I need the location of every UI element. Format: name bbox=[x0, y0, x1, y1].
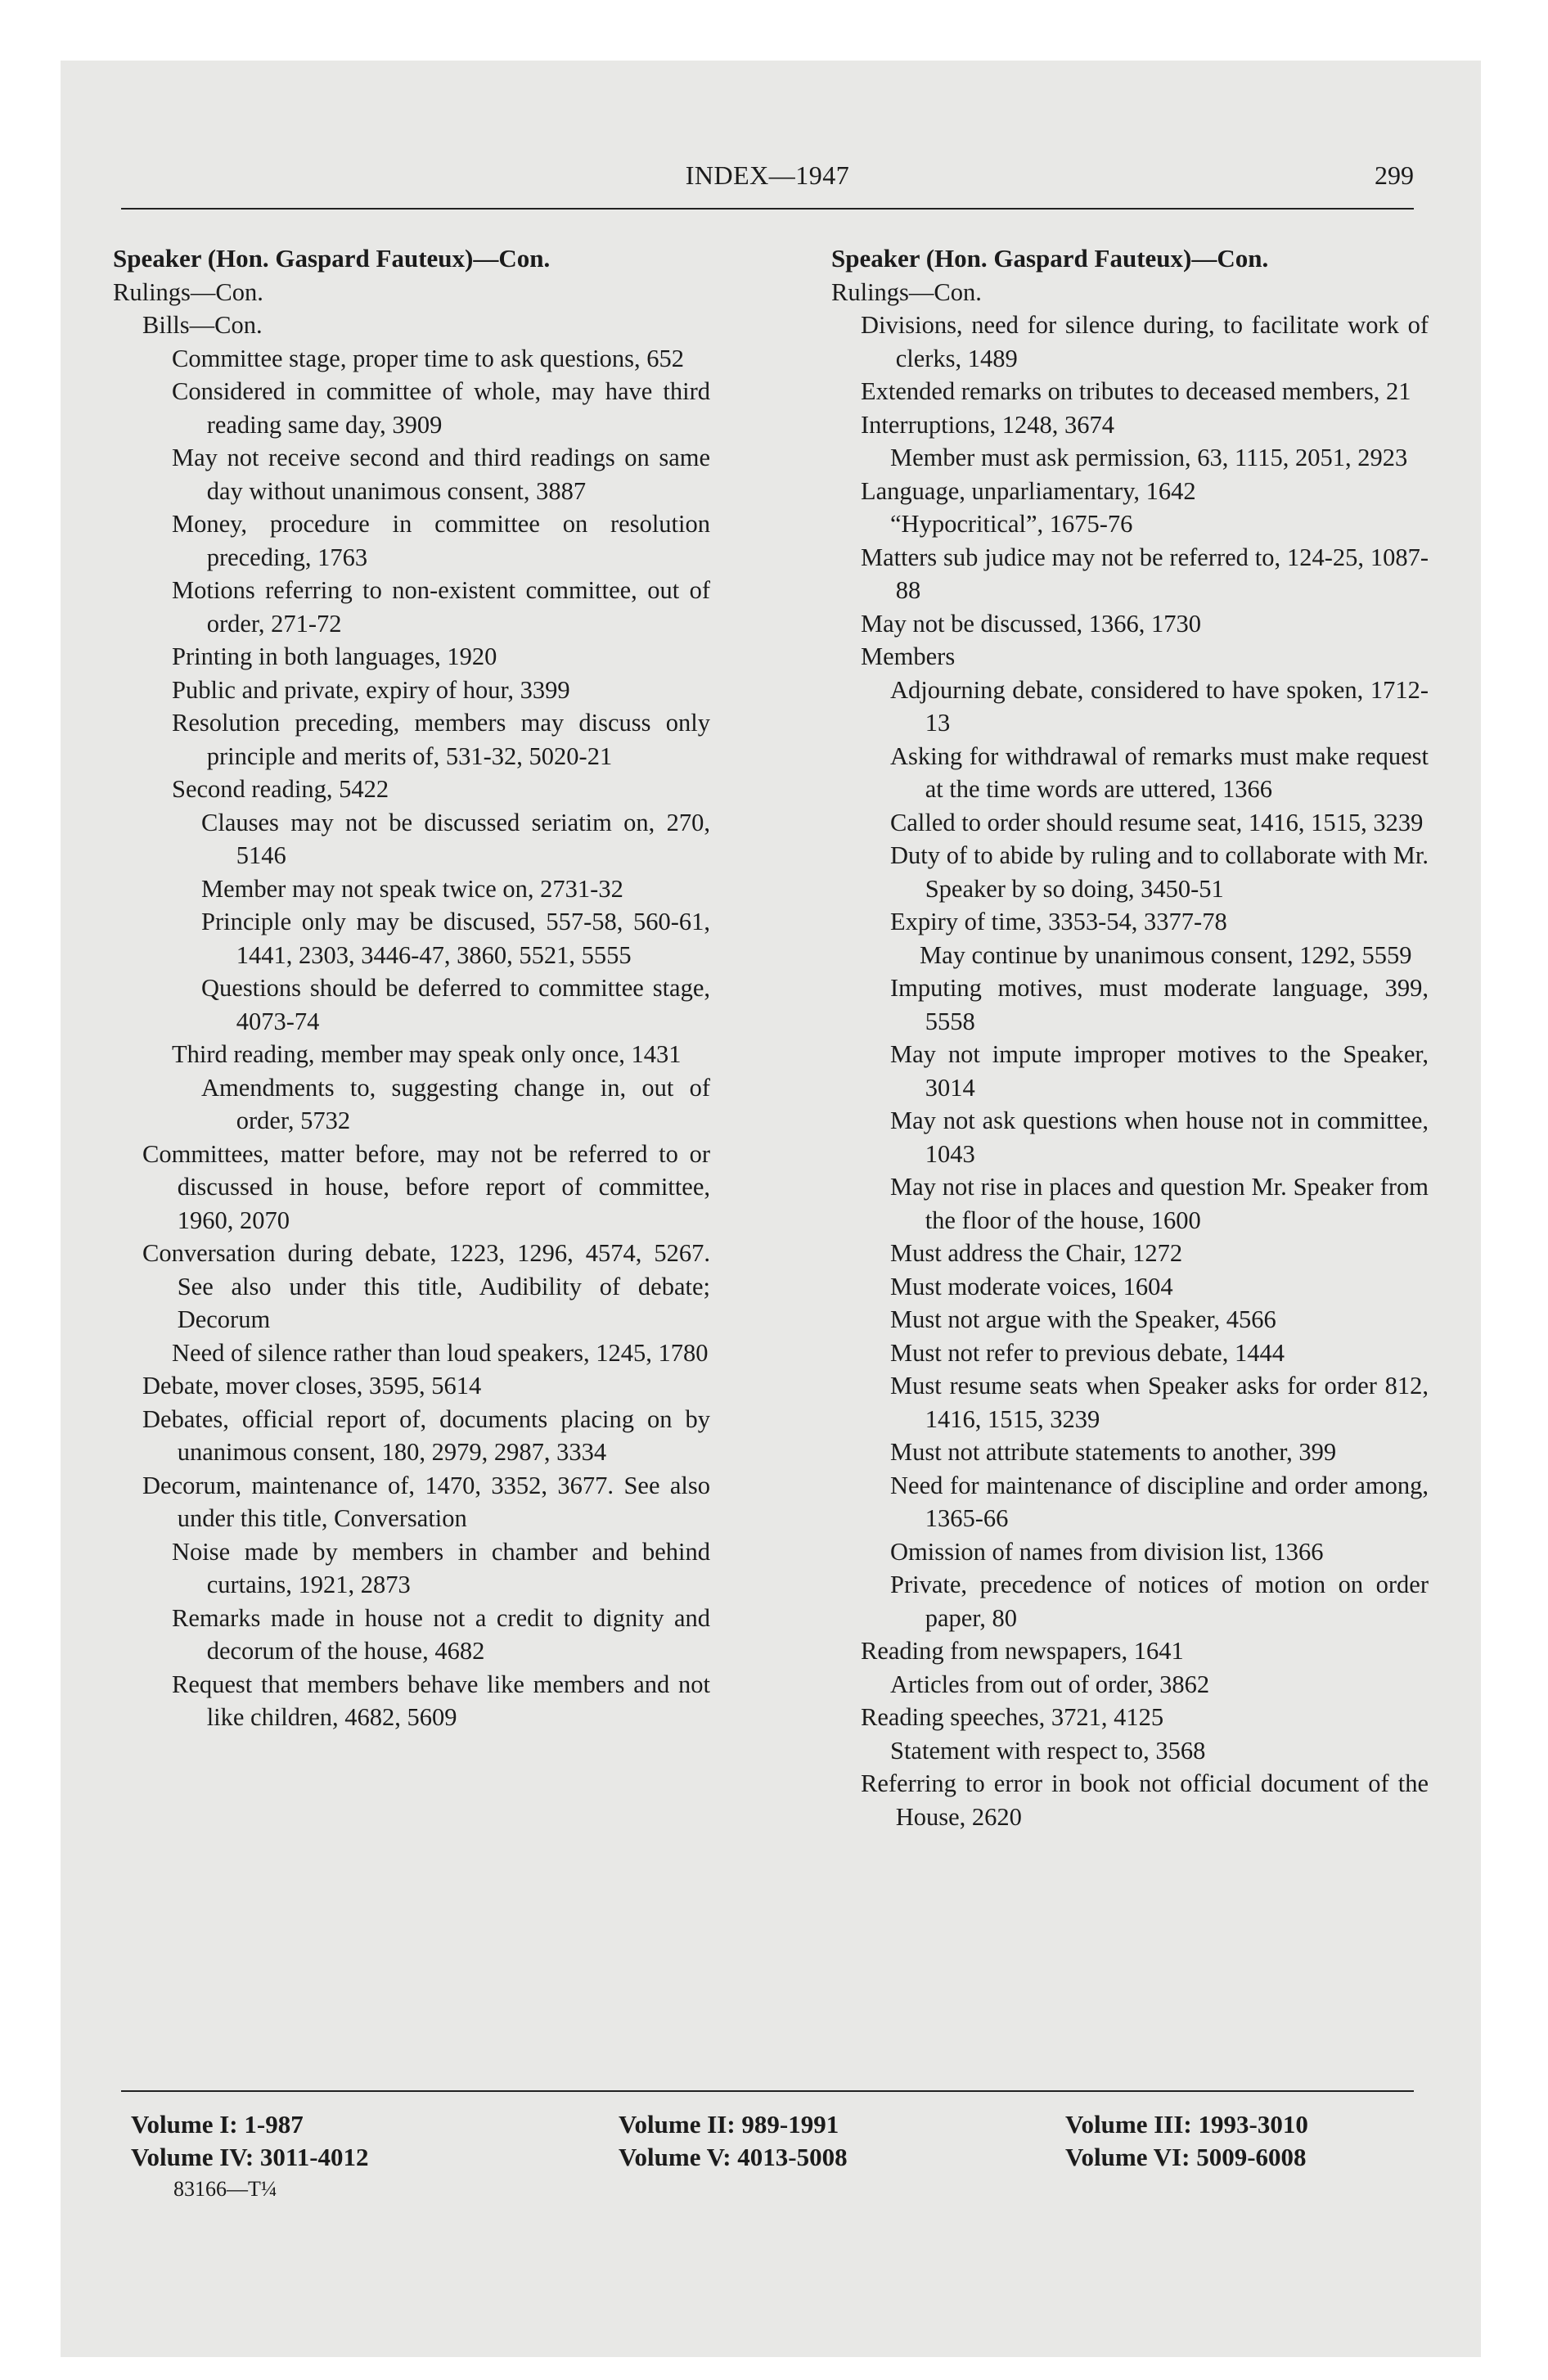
left-column bbox=[113, 242, 710, 1734]
index-entry: Debates, official report of, documents placing on by unanimous consent, 180, 2979, 2987, 3334 bbox=[142, 1404, 710, 1466]
index-entry: Reading from newspapers, 1641 bbox=[861, 1637, 1184, 1665]
volume-range: Volume V: 4013-5008 bbox=[619, 2143, 848, 2171]
index-entry: Statement with respect to, 3568 bbox=[890, 1736, 1206, 1765]
volume-range-group-1 bbox=[131, 2108, 369, 2174]
index-entry: Must not argue with the Speaker, 4566 bbox=[890, 1305, 1276, 1333]
index-entry: Reading speeches, 3721, 4125 bbox=[861, 1703, 1164, 1731]
index-entry: Member may not speak twice on, 2731-32 bbox=[201, 874, 623, 903]
index-entry: Motions referring to non-existent committee, out of order, 271-72 bbox=[172, 576, 710, 638]
footer-rule bbox=[121, 2090, 1414, 2092]
index-entry: Request that members behave like members and not like children, 4682, 5609 bbox=[172, 1670, 710, 1731]
index-entry: Debate, mover closes, 3595, 5614 bbox=[142, 1372, 482, 1400]
right-column bbox=[831, 242, 1429, 1833]
index-entry: Rulings—Con. bbox=[113, 277, 263, 306]
index-entry: Called to order should resume seat, 1416, 1515, 3239 bbox=[890, 808, 1424, 836]
index-entry: Member must ask permission, 63, 1115, 2051, 2923 bbox=[890, 444, 1408, 471]
index-entry: Resolution preceding, members may discuss only principle and merits of, 531-32, 5020-21 bbox=[172, 709, 710, 770]
index-entry: Private, precedence of notices of motion on order paper, 80 bbox=[890, 1571, 1429, 1632]
index-entry: Questions should be deferred to committee stage, 4073-74 bbox=[201, 974, 710, 1035]
index-entry: Asking for withdrawal of remarks must make request at the time words are uttered, 1366 bbox=[890, 741, 1429, 803]
volume-range: Volume IV: 3011-4012 bbox=[131, 2143, 369, 2171]
index-entry: Must address the Chair, 1272 bbox=[890, 1239, 1183, 1267]
index-entry: Committee stage, proper time to ask questions, 652 bbox=[172, 344, 684, 372]
index-entry: Adjourning debate, considered to have spoken, 1712-13 bbox=[890, 675, 1429, 737]
index-entry: Must moderate voices, 1604 bbox=[890, 1272, 1173, 1300]
index-entry: Matters sub judice may not be referred to, 124-25, 1087-88 bbox=[861, 543, 1429, 604]
volume-range-group-2 bbox=[619, 2108, 848, 2174]
index-entry: Money, procedure in committee on resolution preceding, 1763 bbox=[172, 510, 710, 571]
index-entry: Expiry of time, 3353-54, 3377-78 bbox=[890, 908, 1227, 935]
index-entry: Clauses may not be discussed seriatim on, 270, 5146 bbox=[201, 808, 710, 869]
column-heading: Speaker (Hon. Gaspard Fauteux)—Con. bbox=[831, 244, 1269, 273]
index-entry: Must resume seats when Speaker asks for order 812, 1416, 1515, 3239 bbox=[890, 1372, 1429, 1433]
index-entry: Decorum, maintenance of, 1470, 3352, 3677. See also under this title, Conversation bbox=[142, 1471, 710, 1532]
page-header bbox=[121, 156, 1414, 205]
index-entry: May not be discussed, 1366, 1730 bbox=[861, 609, 1201, 638]
index-entry: Articles from out of order, 3862 bbox=[890, 1670, 1210, 1698]
index-entry: May not rise in places and question Mr. Speaker from the floor of the house, 1600 bbox=[890, 1173, 1429, 1234]
page-number: 299 bbox=[1375, 160, 1414, 190]
index-entry: Third reading, member may speak only once, 1431 bbox=[172, 1040, 682, 1068]
index-entry: Omission of names from division list, 1366 bbox=[890, 1537, 1324, 1566]
index-entry: “Hypocritical”, 1675-76 bbox=[890, 510, 1133, 538]
index-entry: Rulings—Con. bbox=[831, 277, 982, 306]
index-entry: Remarks made in house not a credit to dignity and decorum of the house, 4682 bbox=[172, 1603, 710, 1665]
index-entry: Amendments to, suggesting change in, out of order, 5732 bbox=[201, 1073, 710, 1134]
index-entry: Divisions, need for silence during, to facilitate work of clerks, 1489 bbox=[861, 311, 1429, 372]
column-heading: Speaker (Hon. Gaspard Fauteux)—Con. bbox=[113, 244, 551, 273]
index-entry: Committees, matter before, may not be referred to or discussed in house, before report of committee, 1960, 2070 bbox=[142, 1139, 710, 1234]
index-entry: Need of silence rather than loud speakers, 1245, 1780 bbox=[172, 1338, 709, 1367]
index-entry: Bills—Con. bbox=[142, 311, 263, 339]
index-entry: Need for maintenance of discipline and order among, 1365-66 bbox=[890, 1471, 1429, 1532]
index-entry: May not ask questions when house not in committee, 1043 bbox=[890, 1107, 1429, 1168]
index-entry: Must not refer to previous debate, 1444 bbox=[890, 1338, 1285, 1367]
volume-range: Volume VI: 5009-6008 bbox=[1065, 2143, 1307, 2171]
index-entry: Printing in both languages, 1920 bbox=[172, 642, 497, 670]
index-entry: May continue by unanimous consent, 1292, 5559 bbox=[920, 940, 1412, 969]
index-entries-left bbox=[113, 276, 710, 1734]
index-entry: Imputing motives, must moderate language, 399, 5558 bbox=[890, 974, 1429, 1035]
volume-range: Volume II: 989-1991 bbox=[619, 2110, 839, 2139]
index-entry: May not receive second and third readings on same day without unanimous consent, 3887 bbox=[172, 444, 710, 505]
index-entry: May not impute improper motives to the Speaker, 3014 bbox=[890, 1040, 1429, 1102]
index-entry: Interruptions, 1248, 3674 bbox=[861, 410, 1115, 439]
volume-range: Volume III: 1993-3010 bbox=[1065, 2110, 1308, 2139]
index-entry: Extended remarks on tributes to deceased members, 21 bbox=[861, 377, 1411, 405]
index-entry: Noise made by members in chamber and behind curtains, 1921, 2873 bbox=[172, 1537, 710, 1598]
running-title: INDEX—1947 bbox=[685, 160, 850, 190]
index-entry: Principle only may be discused, 557-58, 560-61, 1441, 2303, 3446-47, 3860, 5521, 5555 bbox=[201, 908, 710, 969]
index-entry: Language, unparliamentary, 1642 bbox=[861, 476, 1196, 505]
index-entry: Considered in committee of whole, may have third reading same day, 3909 bbox=[172, 377, 710, 439]
volume-range-group-3 bbox=[1065, 2108, 1308, 2174]
index-entry: Members bbox=[861, 642, 956, 670]
index-entries-right bbox=[831, 276, 1429, 1834]
index-entry: Must not attribute statements to another, 399 bbox=[890, 1438, 1337, 1466]
volume-range: Volume I: 1-987 bbox=[131, 2110, 304, 2139]
print-code: 83166—T¼ bbox=[173, 2177, 277, 2201]
index-entry: Public and private, expiry of hour, 3399 bbox=[172, 675, 570, 704]
index-entry: Referring to error in book not official document of the House, 2620 bbox=[861, 1769, 1429, 1831]
header-rule bbox=[121, 208, 1414, 210]
index-entry: Second reading, 5422 bbox=[172, 775, 389, 803]
index-entry: Duty of to abide by ruling and to collaborate with Mr. Speaker by so doing, 3450-51 bbox=[890, 841, 1429, 903]
index-entry: Conversation during debate, 1223, 1296, 4574, 5267. See also under this title, Audibility of debate; Decorum bbox=[142, 1239, 710, 1333]
